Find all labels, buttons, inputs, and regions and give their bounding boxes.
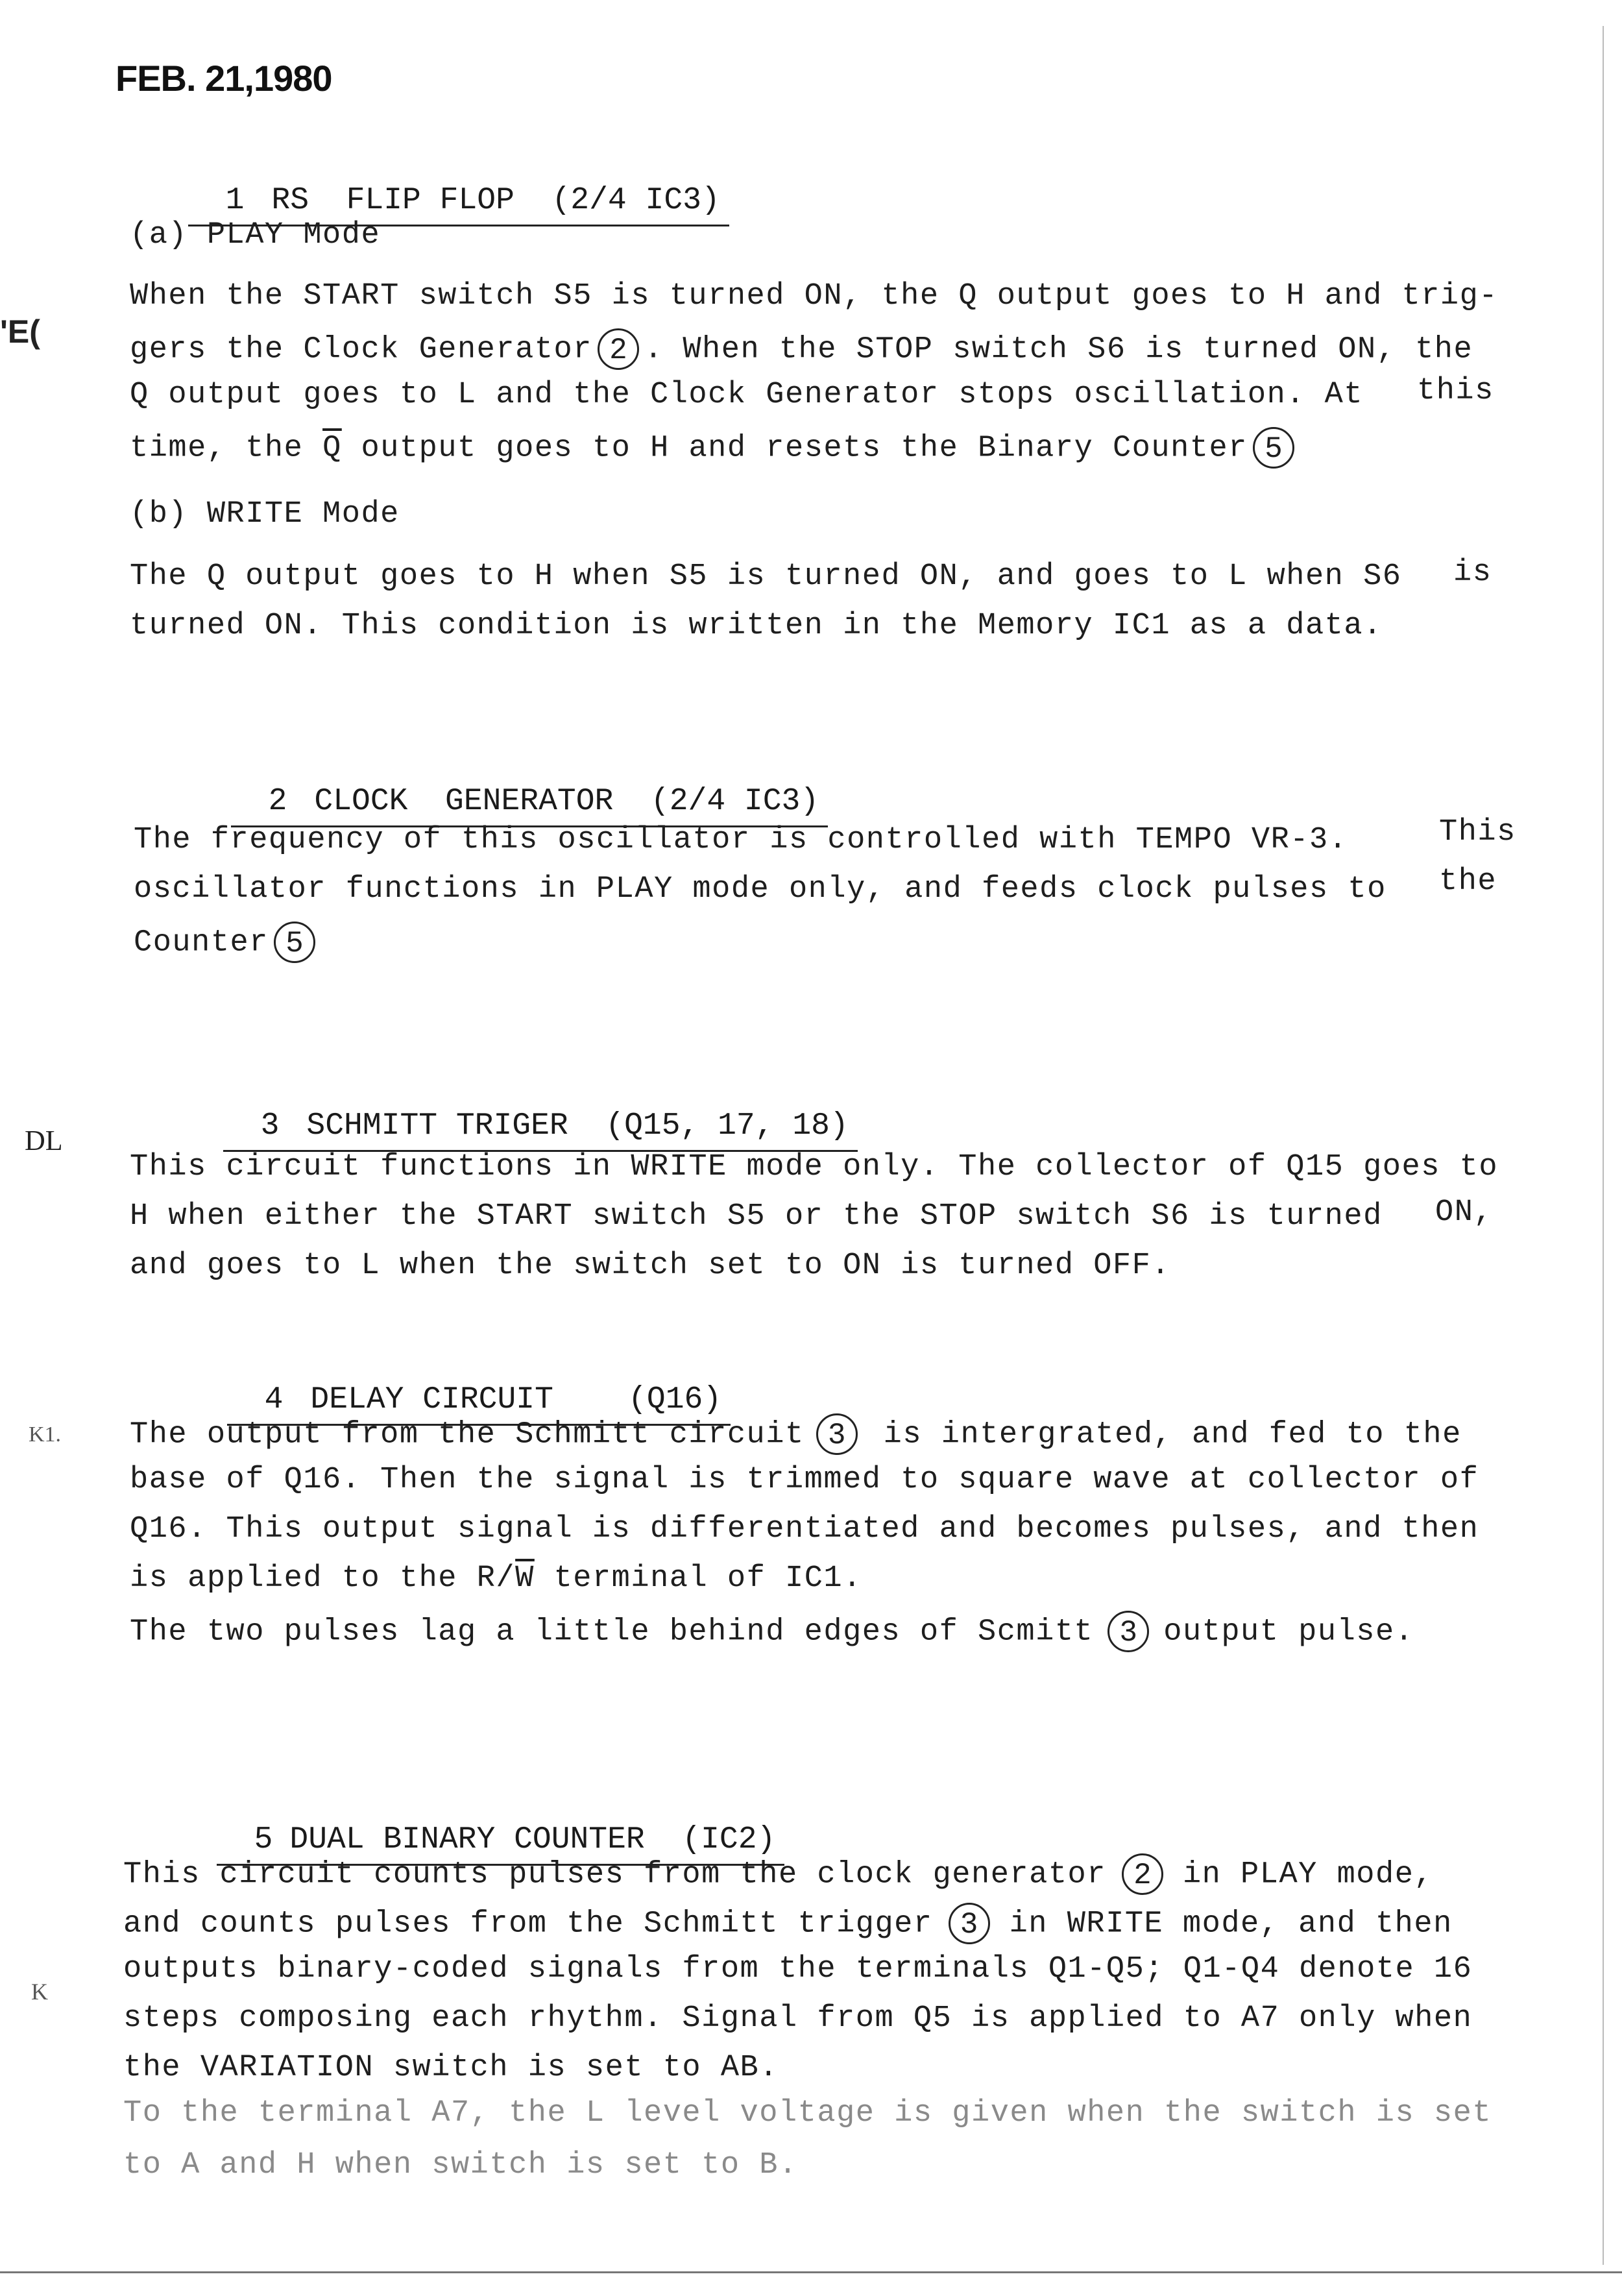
subsection-label: (a) PLAY Mode	[130, 218, 381, 252]
section-number: 5	[254, 1822, 273, 1857]
section-title: DUAL BINARY COUNTER (IC2)	[289, 1822, 776, 1857]
section-title: DELAY CIRCUIT (Q16)	[310, 1382, 722, 1417]
text-fragment: and counts pulses from the Schmitt trigger	[123, 1907, 933, 1942]
text-line: the VARIATION switch is set to AB.	[123, 2051, 779, 2085]
text-line	[130, 1611, 1414, 1652]
section-title: RS FLIP FLOP (2/4 IC3)	[271, 183, 720, 218]
page-edge-line	[1603, 26, 1604, 2265]
text-line-end: this	[1417, 374, 1494, 408]
circled-ref: 2	[1122, 1853, 1163, 1895]
circled-ref: 3	[816, 1413, 858, 1455]
text-line: outputs binary-coded signals from the terminals Q1-Q5; Q1-Q4 denote 16	[123, 1952, 1473, 1986]
text-line	[130, 1413, 1462, 1455]
text-fragment: output pulse.	[1163, 1615, 1414, 1650]
text-line: Q16. This output signal is differentiated and becomes pulses, and then	[130, 1512, 1479, 1546]
margin-mark-1: 'E(	[0, 313, 40, 350]
text-fragment: output goes to H and resets the Binary Counter	[361, 431, 1248, 466]
w-bar: $\overline{W}$	[515, 1561, 535, 1596]
text-line-faded: To the terminal A7, the L level voltage is given when the switch is set	[123, 2096, 1492, 2131]
text-line	[123, 1903, 1453, 1944]
section-number: 1	[225, 183, 245, 218]
text-line: H when either the START switch S5 or the STOP switch S6 is turned	[130, 1199, 1383, 1234]
text-line-end: ON,	[1435, 1195, 1494, 1230]
section-1-heading	[188, 148, 729, 226]
text-line: turned ON. This condition is written in the Memory IC1 as a data.	[130, 609, 1383, 643]
text-fragment: is intergrated, and fed to the	[883, 1417, 1462, 1452]
text-fragment: is applied to the	[130, 1561, 457, 1596]
circled-ref: 2	[598, 328, 639, 370]
text-line: steps composing each rhythm. Signal from Q5 is applied to A7 only when	[123, 2001, 1473, 2036]
text-line: and goes to L when the switch set to ON is turned OFF.	[130, 1249, 1171, 1283]
margin-mark-2: DL	[25, 1125, 63, 1156]
text-fragment: . When the STOP switch S6 is turned ON, the	[644, 332, 1473, 367]
text-line	[123, 1853, 1433, 1895]
text-fragment: Counter	[134, 925, 269, 960]
text-fragment: The two pulses lag a little behind edges of Scmitt	[130, 1615, 1094, 1650]
text-line: base of Q16. Then the signal is trimmed to square wave at collector of	[130, 1463, 1479, 1497]
text-line-end: is	[1453, 556, 1492, 590]
text-fragment: R/	[476, 1561, 516, 1596]
margin-mark-3: K1.	[29, 1423, 62, 1447]
text-fragment: The output from the Schmitt circuit	[130, 1417, 805, 1452]
text-fragment: gers the Clock Generator	[130, 332, 592, 367]
circled-ref: 3	[1108, 1611, 1149, 1652]
text-line	[130, 328, 1473, 370]
document-date: FEB. 21,1980	[115, 58, 332, 99]
text-fragment: terminal of IC1.	[553, 1561, 862, 1596]
text-line: The frequency of this oscillator is controlled with TEMPO VR-3.	[134, 823, 1348, 857]
text-line	[130, 1561, 862, 1596]
section-number: 2	[268, 784, 287, 819]
circled-ref: 5	[274, 922, 315, 963]
text-fragment: in WRITE mode, and then	[1009, 1907, 1453, 1942]
subsection-label: (b) WRITE Mode	[130, 497, 400, 531]
section-2-heading	[231, 749, 828, 827]
text-line-end: the	[1439, 864, 1497, 899]
text-line: This circuit functions in WRITE mode only. The collector of Q15 goes to	[130, 1150, 1499, 1184]
section-title: CLOCK GENERATOR (2/4 IC3)	[314, 784, 819, 819]
margin-mark-4: K	[31, 1979, 48, 2005]
text-line: oscillator functions in PLAY mode only, and feeds clock pulses to	[134, 872, 1386, 907]
page-bottom-line	[0, 2271, 1622, 2273]
text-fragment: in PLAY mode,	[1182, 1857, 1434, 1892]
text-fragment: This circuit counts pulses from the clock generator	[123, 1857, 1106, 1892]
circled-ref: 3	[949, 1903, 990, 1944]
text-line-faded: to A and H when switch is set to B.	[123, 2148, 798, 2182]
text-fragment: time, the	[130, 431, 304, 466]
section-3-heading	[223, 1073, 858, 1152]
text-line: The Q output goes to H when S5 is turned ON, and goes to L when S6	[130, 559, 1402, 594]
text-line	[134, 922, 321, 963]
text-line-end: This	[1439, 815, 1516, 849]
q-bar: $\overline{Q}$	[322, 431, 342, 466]
circled-ref: 5	[1253, 427, 1294, 469]
section-title: SCHMITT TRIGER (Q15, 17, 18)	[306, 1108, 849, 1143]
section-number: 4	[264, 1382, 284, 1417]
text-line: When the START switch S5 is turned ON, the Q output goes to H and trig-	[130, 279, 1499, 313]
text-line: Q output goes to L and the Clock Generator stops oscillation. At	[130, 378, 1364, 412]
section-number: 3	[260, 1108, 280, 1143]
text-line	[130, 427, 1300, 469]
